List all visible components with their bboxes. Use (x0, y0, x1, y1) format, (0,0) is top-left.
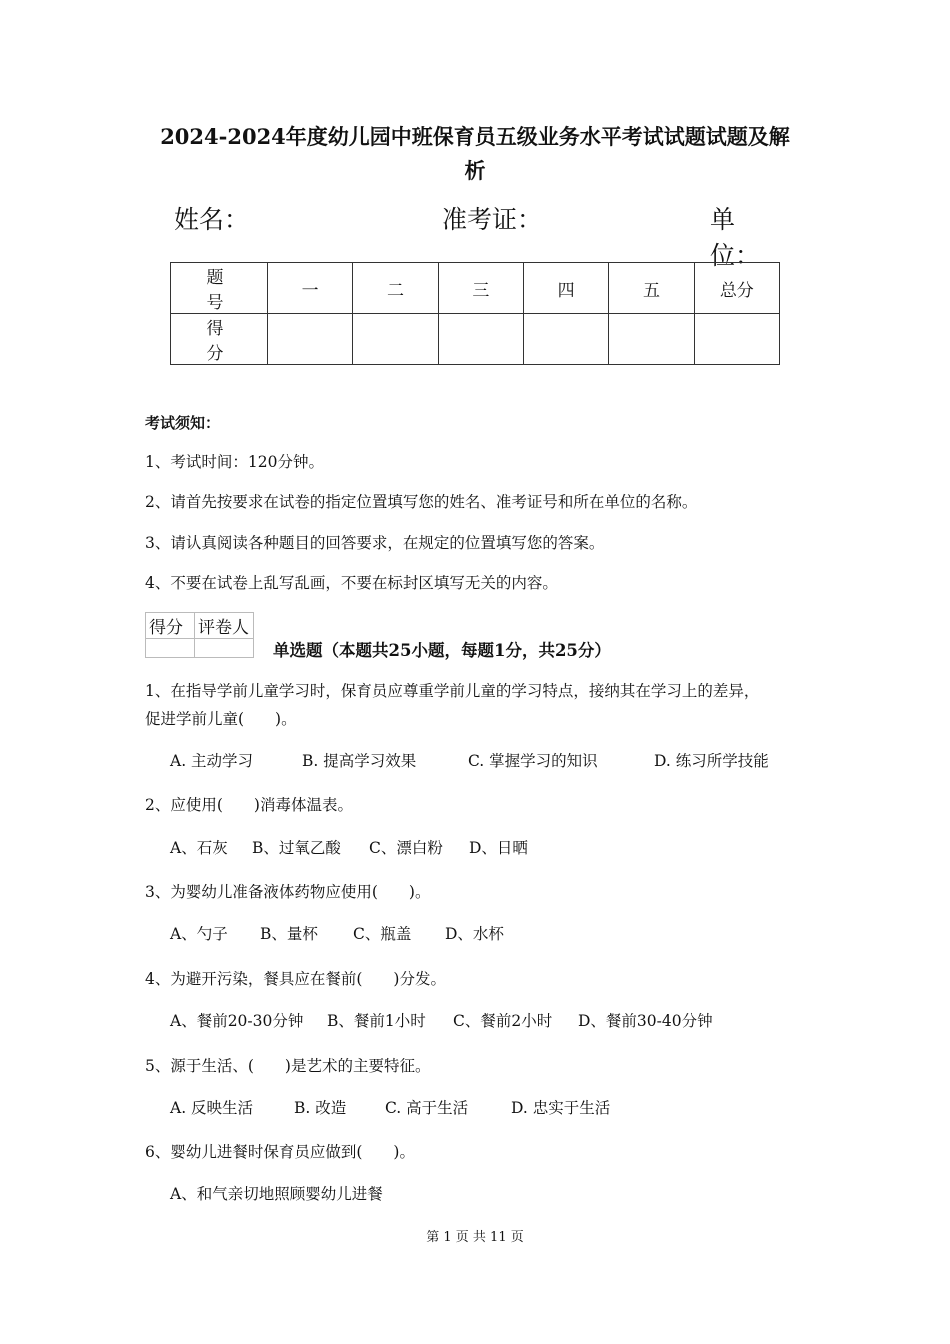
score-table-score-row (171, 314, 780, 365)
score-cell-3[interactable] (438, 314, 523, 365)
score-table (170, 262, 780, 365)
option-a[interactable]: A. 反映生活 (170, 1099, 254, 1117)
option-a[interactable]: A、石灰 (170, 839, 228, 857)
question-1-options (170, 749, 810, 775)
option-a[interactable]: A. 主动学习 (170, 752, 254, 770)
option-a[interactable]: A、勺子 (170, 925, 228, 943)
score-cell-4[interactable] (523, 314, 608, 365)
page-footer: 第 1 页 共 11 页 (426, 1230, 524, 1245)
title-line-2: 析 (464, 158, 486, 183)
question-5-options (170, 1096, 810, 1122)
notice-title: 考试须知： (145, 414, 221, 432)
question-3-options (170, 922, 810, 948)
document-title (140, 120, 810, 188)
title-line-1: 2024-2024年度幼儿园中班保育员五级业务水平考试试题试题及解 (160, 124, 790, 149)
grader-reviewer-cell[interactable] (195, 639, 254, 658)
option-d[interactable]: D、餐前30-40分钟 (578, 1012, 713, 1030)
section-3-header: 三 (438, 263, 523, 314)
option-d[interactable]: D、日晒 (469, 839, 528, 857)
score-label: 得 分 (171, 314, 268, 365)
section-5-header: 五 (609, 263, 694, 314)
option-d[interactable]: D. 练习所学技能 (654, 752, 769, 770)
section-2-header: 二 (353, 263, 438, 314)
notice-item-2: 2、请首先按要求在试卷的指定位置填写您的姓名、准考证号和所在单位的名称。 (145, 493, 698, 511)
grader-reviewer-label: 评卷人 (195, 613, 254, 639)
question-5-stem: 5、源于生活、( )是艺术的主要特征。 (145, 1057, 431, 1075)
question-1-stem-line-2: 促进学前儿童( )。 (145, 710, 297, 728)
notice-item-3: 3、请认真阅读各种题目的回答要求，在规定的位置填写您的答案。 (145, 534, 605, 552)
score-cell-1[interactable] (268, 314, 353, 365)
unit-label: 单位： (710, 205, 761, 270)
name-label: 姓名： (174, 205, 250, 234)
candidate-info-line (174, 200, 784, 270)
question-4-options (170, 1009, 810, 1035)
option-d[interactable]: D、水杯 (445, 925, 504, 943)
section-title: 单选题（本题共25小题，每题1分，共25分） (273, 641, 611, 660)
question-6-options (170, 1182, 810, 1208)
section-4-header: 四 (523, 263, 608, 314)
total-header: 总分 (694, 263, 779, 314)
grader-box (145, 612, 254, 658)
score-cell-5[interactable] (609, 314, 694, 365)
score-table-header-row (171, 263, 780, 314)
question-6-stem: 6、婴幼儿进餐时保育员应做到( )。 (145, 1143, 415, 1161)
grader-input-row (146, 639, 254, 658)
option-b[interactable]: B、餐前1小时 (327, 1012, 426, 1030)
grader-header-row (146, 613, 254, 639)
option-b[interactable]: B. 改造 (294, 1099, 347, 1117)
grader-score-label: 得分 (146, 613, 195, 639)
option-c[interactable]: C、瓶盖 (353, 925, 412, 943)
question-1-stem-line-1: 1、在指导学前儿童学习时，保育员应尊重学前儿童的学习特点，接纳其在学习上的差异， (145, 682, 760, 700)
notice-item-1: 1、考试时间：120分钟。 (145, 453, 324, 471)
option-b[interactable]: B、过氧乙酸 (252, 839, 341, 857)
question-4-stem: 4、为避开污染，餐具应在餐前( )分发。 (145, 970, 446, 988)
question-3-stem: 3、为婴幼儿准备液体药物应使用( )。 (145, 883, 431, 901)
score-cell-total[interactable] (694, 314, 779, 365)
option-c[interactable]: C、餐前2小时 (453, 1012, 553, 1030)
question-2-options (170, 836, 810, 862)
notice-item-4: 4、不要在试卷上乱写乱画，不要在标封区填写无关的内容。 (145, 574, 558, 592)
score-cell-2[interactable] (353, 314, 438, 365)
section-1-header: 一 (268, 263, 353, 314)
grader-score-cell[interactable] (146, 639, 195, 658)
option-b[interactable]: B、量杯 (260, 925, 318, 943)
option-c[interactable]: C. 高于生活 (385, 1099, 469, 1117)
option-b[interactable]: B. 提高学习效果 (302, 752, 417, 770)
exam-id-label: 准考证： (442, 205, 543, 234)
option-a[interactable]: A、餐前20-30分钟 (170, 1012, 304, 1030)
option-c[interactable]: C. 掌握学习的知识 (468, 752, 598, 770)
option-c[interactable]: C、漂白粉 (369, 839, 443, 857)
question-2-stem: 2、应使用( )消毒体温表。 (145, 796, 353, 814)
question-number-header: 题 号 (171, 263, 268, 314)
option-d[interactable]: D. 忠实于生活 (511, 1099, 611, 1117)
option-a[interactable]: A、和气亲切地照顾婴幼儿进餐 (170, 1185, 383, 1203)
